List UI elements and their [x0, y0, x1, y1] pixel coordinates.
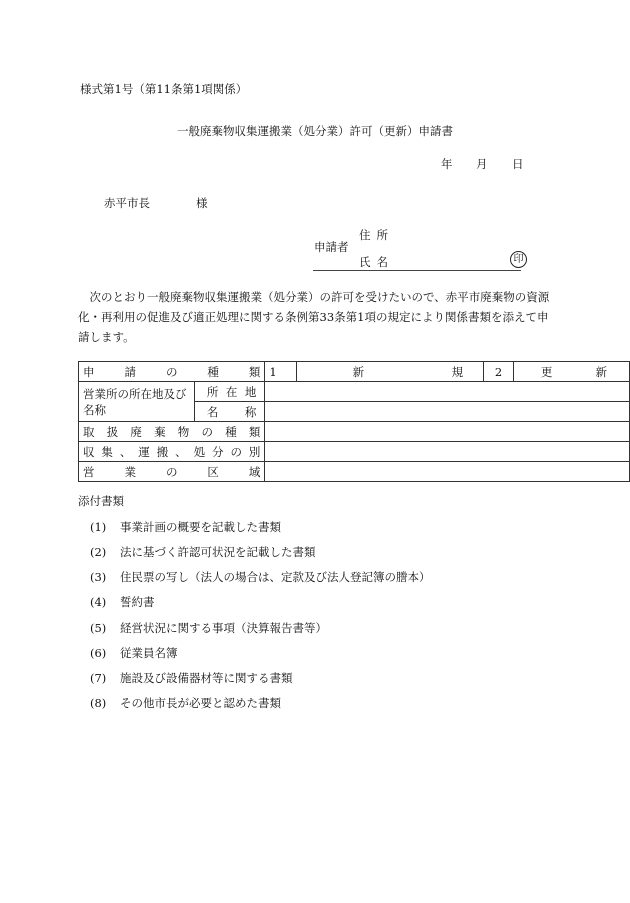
area-label: 営業の区域	[79, 462, 265, 482]
document-title: 一般廃棄物収集運搬業（処分業）許可（更新）申請書	[177, 124, 453, 138]
date-month: 月	[476, 157, 488, 171]
attachment-text: 誓約書	[120, 595, 155, 609]
attachment-number: (5)	[90, 621, 107, 635]
table-row-application-type	[79, 362, 630, 382]
attachment-number: (3)	[90, 570, 107, 584]
table-row-area	[79, 462, 630, 482]
option2-number: 2	[484, 362, 514, 382]
area-field[interactable]	[265, 462, 630, 482]
attachment-number: (1)	[90, 520, 107, 534]
application-table	[78, 361, 630, 482]
location-label: 所在地	[194, 382, 265, 402]
attachment-text: 法に基づく許認可状況を記載した書類	[120, 545, 316, 559]
option2-label[interactable]: 更新	[513, 362, 629, 382]
addressee-suffix: 様	[196, 196, 208, 210]
name-field[interactable]	[265, 402, 630, 422]
attachment-number: (8)	[90, 696, 107, 710]
table-row-waste-type	[79, 422, 630, 442]
table-row-location	[79, 382, 630, 402]
attachment-number: (4)	[90, 595, 107, 609]
attachment-number: (6)	[90, 646, 107, 660]
attachment-item	[90, 620, 327, 636]
attachment-item	[90, 645, 178, 661]
applicant-name-label: 氏名	[359, 255, 394, 269]
attachment-number: (2)	[90, 545, 107, 559]
activity-field[interactable]	[265, 442, 630, 462]
attachment-text: 経営状況に関する事項（決算報告書等）	[120, 621, 327, 635]
activity-label: 収集、運搬、処分の別	[79, 442, 265, 462]
application-type-label: 申請の種類	[79, 362, 265, 382]
body-text: 次のとおり一般廃棄物収集運搬業（処分業）の許可を受けたいので、赤平市廃棄物の資源化・再利用の促進及び適正処理に関する条例第33条第1項の規定により関係書類を添えて申請します。	[78, 290, 550, 344]
seal-mark: 印	[510, 251, 527, 268]
attachment-text: 施設及び設備器材等に関する書類	[120, 671, 293, 685]
applicant-address-label: 住所	[359, 228, 394, 242]
attachment-item	[90, 670, 293, 686]
date-year: 年	[441, 157, 453, 171]
attachment-text: 従業員名簿	[120, 646, 178, 660]
waste-type-field[interactable]	[265, 422, 630, 442]
attachment-text: 事業計画の概要を記載した書類	[120, 520, 281, 534]
table-row-activity	[79, 442, 630, 462]
applicant-label: 申請者	[314, 240, 349, 254]
attachments-heading: 添付書類	[78, 494, 124, 508]
office-label: 営業所の所在地及び名称	[79, 382, 195, 422]
attachment-item	[90, 519, 281, 535]
applicant-underline	[313, 270, 521, 271]
name-label: 名称	[194, 402, 265, 422]
waste-type-label: 取扱廃棄物の種類	[79, 422, 265, 442]
option1-number: 1	[265, 362, 296, 382]
attachment-item	[90, 569, 431, 585]
attachment-number: (7)	[90, 671, 107, 685]
option1-label[interactable]: 新規	[296, 362, 484, 382]
addressee-name: 赤平市長	[104, 196, 150, 210]
date-day: 日	[512, 157, 524, 171]
attachment-item	[90, 594, 155, 610]
attachment-item	[90, 544, 316, 560]
attachment-item	[90, 695, 281, 711]
attachment-text: その他市長が必要と認めた書類	[120, 696, 281, 710]
form-number: 様式第1号（第11条第1項関係）	[80, 82, 248, 96]
attachment-text: 住民票の写し（法人の場合は、定款及び法人登記簿の謄本）	[120, 570, 431, 584]
location-field[interactable]	[265, 382, 630, 402]
